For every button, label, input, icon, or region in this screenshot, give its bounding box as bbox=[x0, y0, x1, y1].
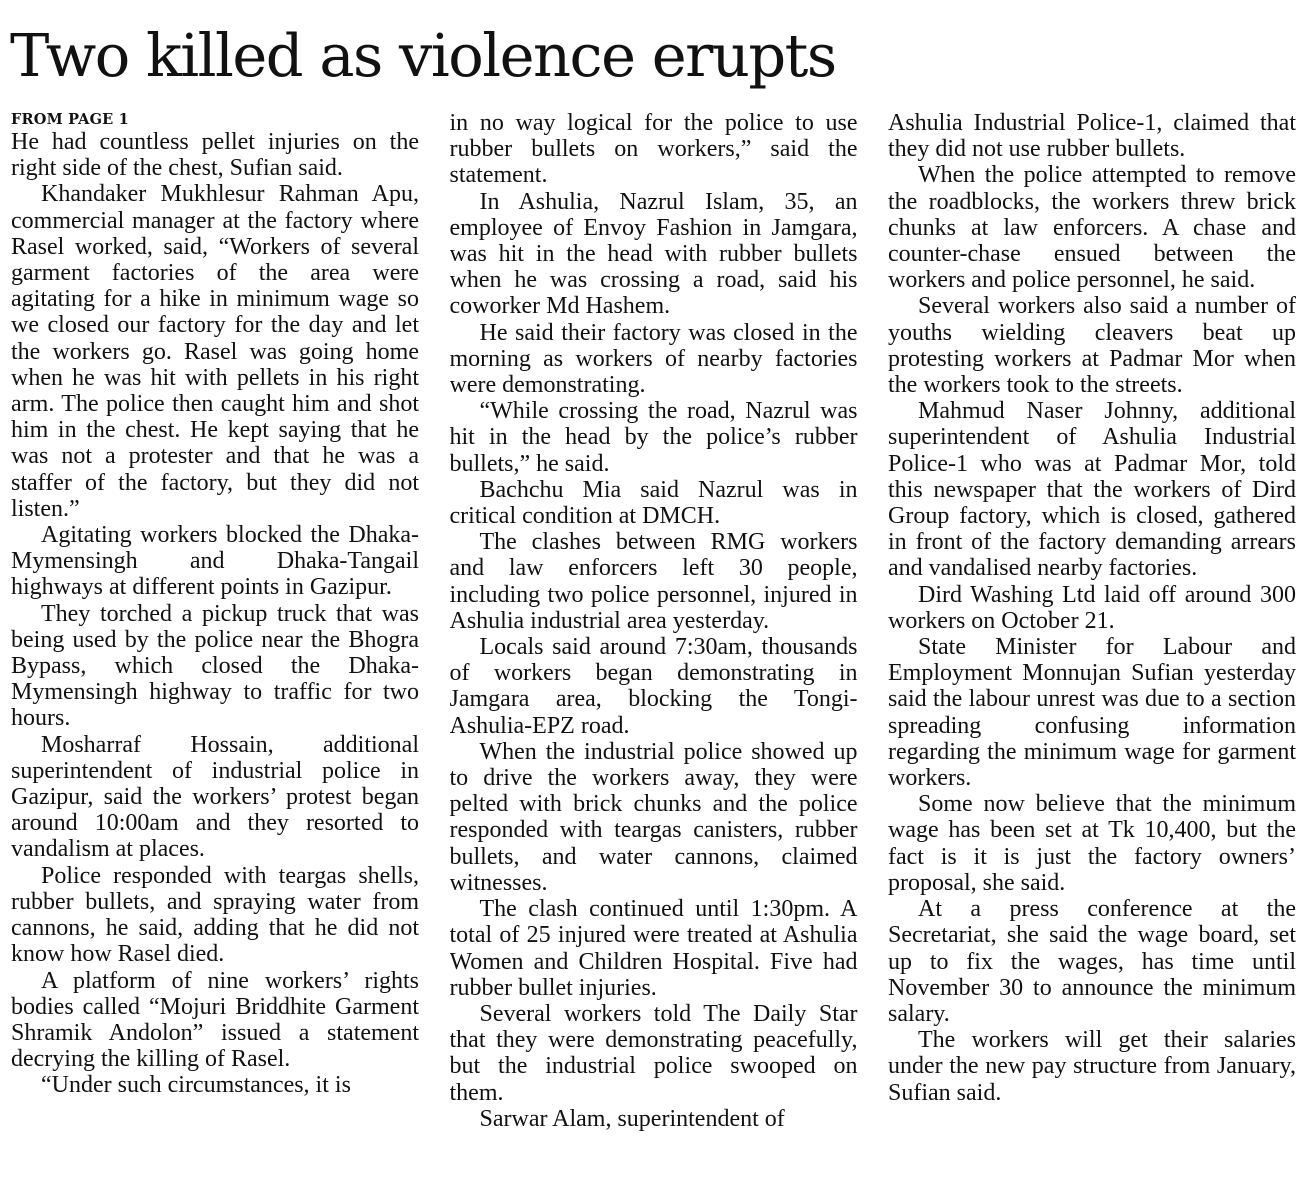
paragraph: Mahmud Naser Johnny, additional superintendent of Ashulia Industrial Police-1 who was at Padmar Mor, told this newspaper that the workers of Dird Group factory, which is closed, gathered in front of the factory demanding arrears and vandalised nearby factories. bbox=[888, 398, 1296, 582]
paragraph: He said their factory was closed in the morning as workers of nearby factories were demonstrating. bbox=[449, 319, 858, 399]
paragraph: They torched a pickup truck that was being used by the police near the Bhogra Bypass, which closed the Dhaka-Mymensingh highway to traffic for two hours. bbox=[11, 600, 419, 732]
paragraph: A platform of nine workers’ rights bodies called “Mojuri Briddhite Garment Shramik Andolon” issued a statement decrying the killing of Rasel. bbox=[11, 967, 419, 1073]
paragraph: Several workers also said a number of youths wielding cleavers beat up protesting workers at Padmar Mor when the workers took to the streets. bbox=[888, 293, 1296, 399]
headline: Two killed as violence erupts bbox=[10, 21, 836, 90]
paragraph: Some now believe that the minimum wage has been set at Tk 10,400, but the fact is it is just the factory owners’ proposal, she said. bbox=[888, 791, 1296, 896]
paragraph: Sarwar Alam, superintendent of bbox=[479, 1105, 785, 1132]
paragraph: The clashes between RMG workers and law enforcers left 30 people, including two police personnel, injured in Ashulia industrial area yesterday. bbox=[449, 529, 858, 634]
paragraph: He had countless pellet injuries on the right side of the chest, Sufian said. bbox=[11, 129, 419, 182]
paragraph: Bachchu Mia said Nazrul was in critical condition at DMCH. bbox=[449, 476, 858, 530]
paragraph: Dird Washing Ltd laid off around 300 workers on October 21. bbox=[888, 581, 1296, 634]
paragraph: When the police attempted to remove the roadblocks, the workers threw brick chunks at law enforcers. A chase and counter-chase ensued between the workers and police personnel, he said. bbox=[888, 162, 1296, 294]
paragraph: “While crossing the road, Nazrul was hit in the head by the police’s rubber bullets,” he said. bbox=[449, 398, 858, 477]
column-3 bbox=[888, 110, 1296, 1170]
paragraph: Ashulia Industrial Police-1, claimed that they did not use rubber bullets. bbox=[888, 110, 1296, 163]
paragraph: The clash continued until 1:30pm. A total of 25 injured were treated at Ashulia Women and Children Hospital. Five had rubber bullet injuries. bbox=[449, 896, 858, 1001]
paragraph: In Ashulia, Nazrul Islam, 35, an employee of Envoy Fashion in Jamgara, was hit in the head with rubber bullets when he was crossing a road, said his coworker Md Hashem. bbox=[449, 188, 858, 320]
paragraph: State Minister for Labour and Employment Monnujan Sufian yesterday said the labour unrest was due to a section spreading confusing information regarding the minimum wage for garment workers. bbox=[888, 634, 1296, 792]
paragraph: Agitating workers blocked the Dhaka-Mymensingh and Dhaka-Tangail highways at different points in Gazipur. bbox=[11, 522, 419, 601]
paragraph: in no way logical for the police to use rubber bullets on workers,” said the statement. bbox=[449, 110, 858, 189]
paragraph: When the industrial police showed up to drive the workers away, they were pelted with brick chunks and the police responded with teargas canisters, rubber bullets, and water cannons, claimed witnesses. bbox=[449, 738, 858, 896]
article-body bbox=[11, 110, 1296, 1170]
paragraph: Khandaker Mukhlesur Rahman Apu, commercial manager at the factory where Rasel worked, said, “Workers of several garment factories of the area were agitating for a hike in minimum wage so we closed our factory for the day and let the workers go. Rasel was going home when he was hit with pellets in his right arm. The police then caught him and shot him in the chest. He kept saying that he was not a protester and that he was a staffer of the factory, but they did not listen.” bbox=[11, 181, 419, 522]
continuation-kicker: FROM PAGE 1 bbox=[11, 111, 129, 128]
paragraph: At a press conference at the Secretariat, she said the wage board, set up to fix the wages, has time until November 30 to announce the minimum salary. bbox=[888, 896, 1296, 1027]
paragraph: “Under such circumstances, it is bbox=[41, 1072, 351, 1099]
paragraph: Mosharraf Hossain, additional superintendent of industrial police in Gazipur, said the workers’ protest began around 10:00am and they resorted to vandalism at places. bbox=[11, 731, 419, 863]
column-2 bbox=[450, 110, 858, 1170]
paragraph: Several workers told The Daily Star that they were demonstrating peacefully, but the industrial police swooped on them. bbox=[449, 1000, 858, 1106]
column-1 bbox=[11, 110, 419, 1170]
paragraph: Locals said around 7:30am, thousands of workers began demonstrating in Jamgara area, blocking the Tongi-Ashulia-EPZ road. bbox=[449, 634, 858, 739]
paragraph: The workers will get their salaries under the new pay structure from January, Sufian said. bbox=[888, 1027, 1296, 1106]
paragraph: Police responded with teargas shells, rubber bullets, and spraying water from cannons, he said, adding that he did not know how Rasel died. bbox=[11, 862, 419, 968]
